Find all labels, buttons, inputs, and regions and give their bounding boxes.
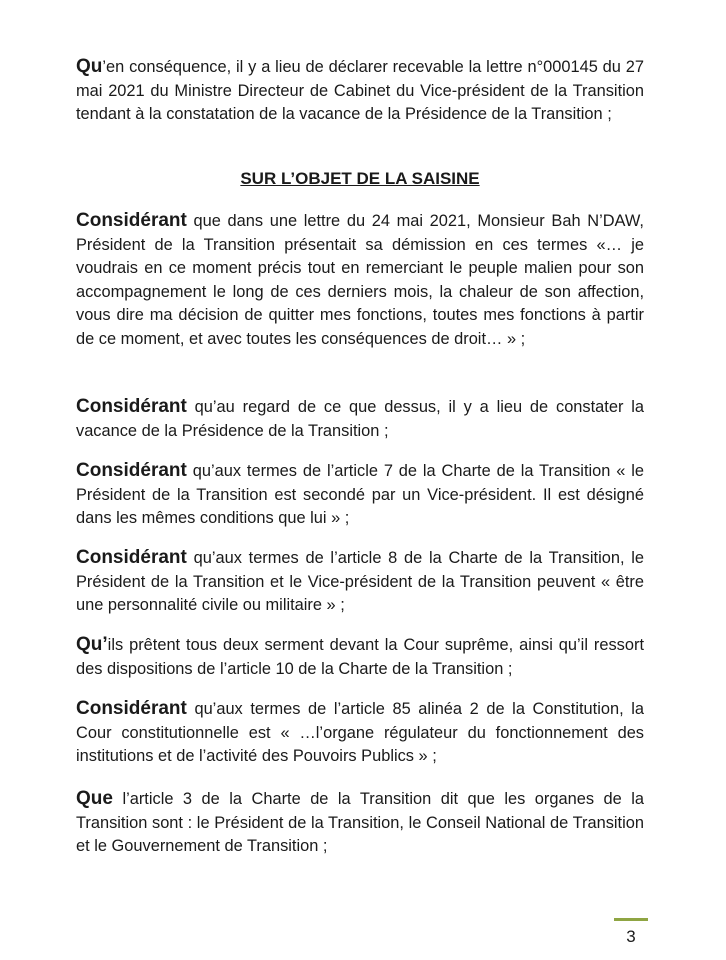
page-number-box [614,918,648,955]
section-title: SUR L’OBJET DE LA SAISINE [240,169,480,188]
paragraph-lead: Considérant [76,547,187,568]
paragraph-lead: Que [76,788,113,809]
paragraph-text: qu’aux termes de l’article 8 de la Charte de la Transition, le Président de la Transition et le Vice-président de la Transition peuvent « être une personnalité civile ou militaire » ; [76,549,644,615]
paragraph-lead: Qu [76,56,103,77]
paragraph-recevabilite [76,55,644,127]
paragraph-lead: Considérant [76,698,187,719]
paragraph-text: qu’aux termes de l’article 85 alinéa 2 de la Constitution, la Cour constitutionnelle est « …l’organe régulateur du fonctionnement des institutions et de l’activité des Pouvoirs Publics » ; [76,700,644,766]
paragraph-article-7 [76,459,644,531]
paragraph-article-3 [76,787,644,859]
paragraph-serment [76,633,644,681]
paragraph-article-85 [76,697,644,769]
paragraph-lead: Qu’ [76,634,108,655]
paragraph-text: que dans une lettre du 24 mai 2021, Monsieur Bah N’DAW, Président de la Transition présentait sa démission en ces termes «… je voudrais en ce moment précis tout en remerciant le peuple malien pour son accompagnement le long de ces derniers mois, la chaleur de son affection, vous dire ma décision de quitter mes fonctions, toutes mes fonctions à partir de ce moment, et avec toutes les conséquences de droit… » ; [76,212,644,348]
paragraph-vacance [76,395,644,443]
paragraph-text: qu’au regard de ce que dessus, il y a lieu de constater la vacance de la Présidence de la Transition ; [76,398,644,440]
paragraph-lead: Considérant [76,396,187,417]
paragraph-text: l’article 3 de la Charte de la Transition dit que les organes de la Transition sont : le Président de la Transition, le Conseil National de Transition et le Gouvernement de Transition ; [76,790,644,856]
paragraph-text: qu’aux termes de l’article 7 de la Charte de la Transition « le Président de la Transition est secondé par un Vice-président. Il est désigné dans les mêmes conditions que lui » ; [76,462,644,528]
paragraph-text: ’en conséquence, il y a lieu de déclarer recevable la lettre n°000145 du 27 mai 2021 du Ministre Directeur de Cabinet du Vice-président de la Transition tendant à la constatation de la vacance de la Présidence de la Transition ; [76,58,644,124]
paragraph-lead: Considérant [76,210,187,231]
paragraph-demission [76,209,644,352]
paragraph-text: ils prêtent tous deux serment devant la Cour suprême, ainsi qu’il ressort des dispositions de l’article 10 de la Charte de la Transition ; [76,636,644,678]
paragraph-lead: Considérant [76,460,187,481]
page-number: 3 [626,927,636,946]
paragraph-article-8 [76,546,644,618]
